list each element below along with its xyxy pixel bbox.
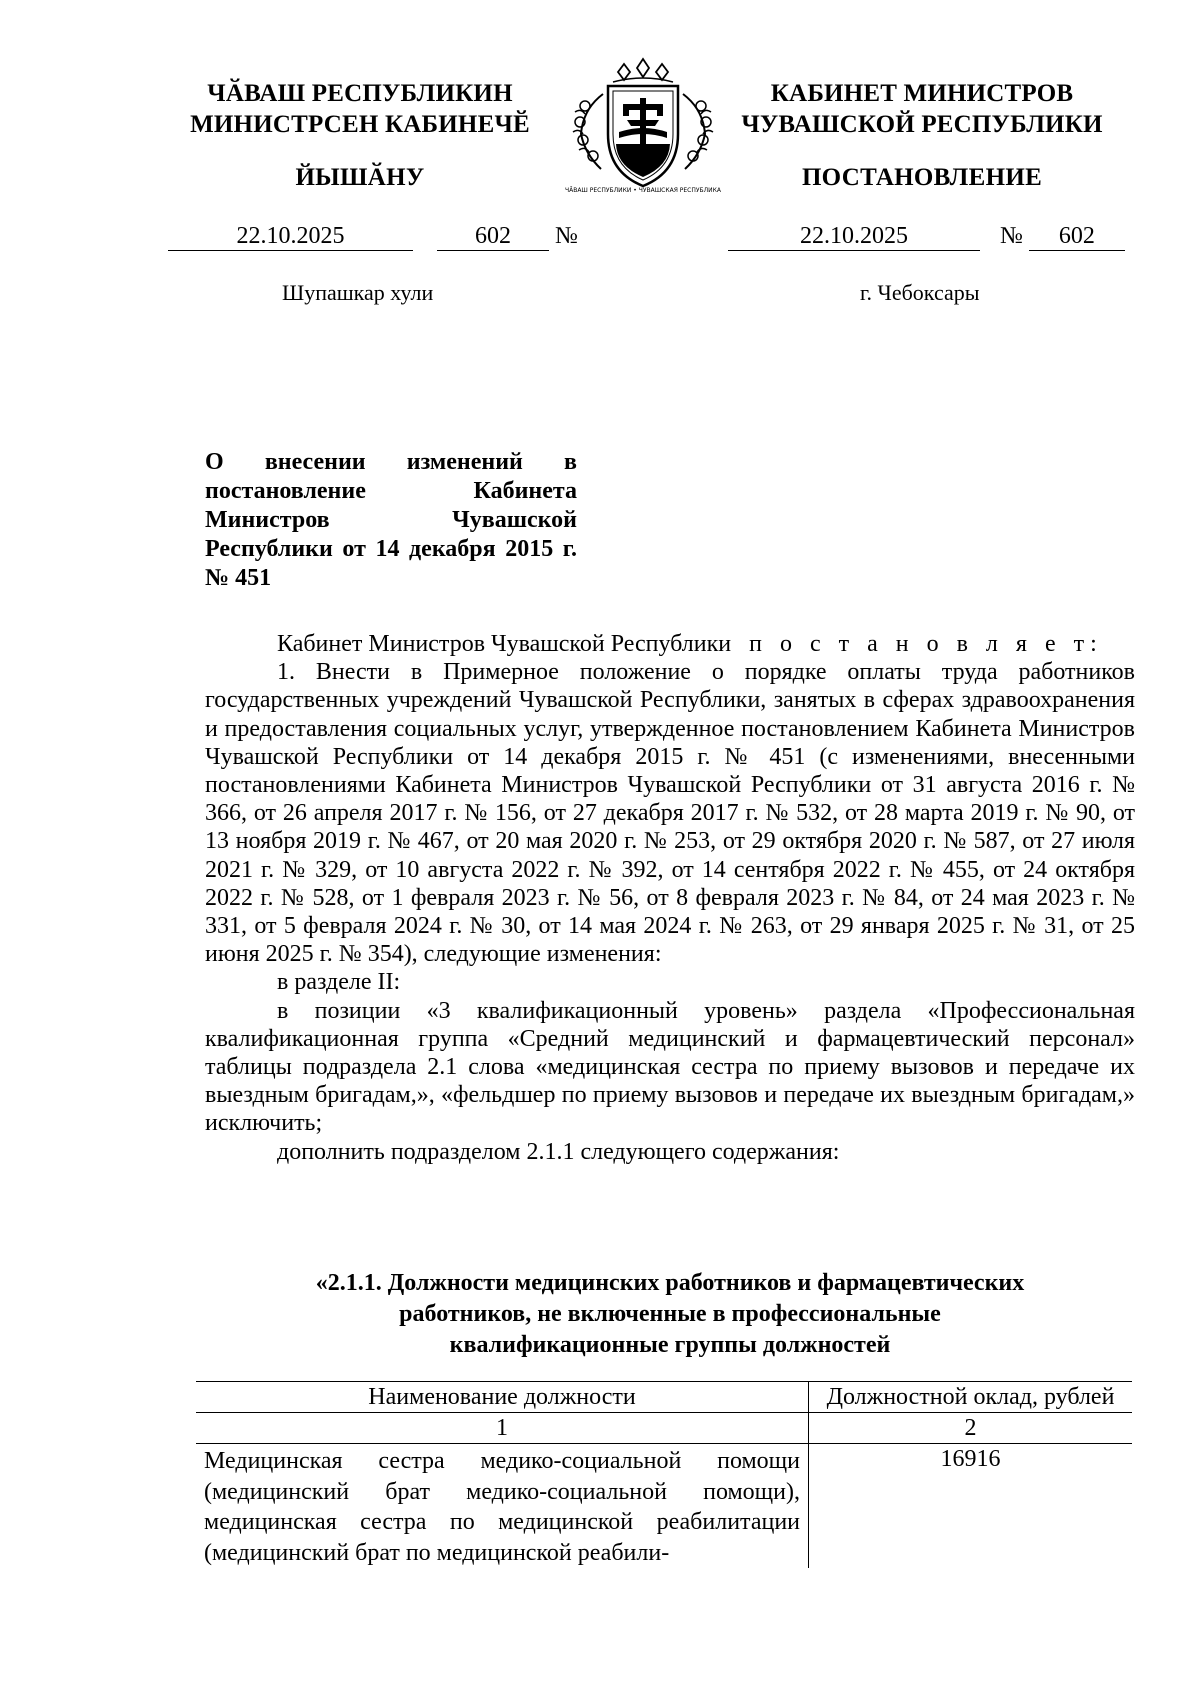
header-left-chuvash <box>150 78 570 192</box>
chuvash-coat-of-arms-icon <box>563 54 723 194</box>
col-header-salary: Должностной оклад, рублей <box>809 1382 1133 1413</box>
row-position-name: Медицинская сестра медико-социальной помощи (медицинский брат медико-социальной помощи), медицинская сестра по медицинской реабилитации (медицинский брат по медицинской реабили- <box>196 1444 809 1569</box>
paragraph-2: в разделе II: <box>277 969 401 996</box>
document-body <box>205 630 1135 1166</box>
dateline-left <box>168 222 578 252</box>
left-number: 602 <box>437 222 549 251</box>
left-no-sign: № <box>555 223 578 249</box>
col-number-2: 2 <box>809 1413 1133 1444</box>
preamble-verb: п о с т а н о в л я е т: <box>749 631 1103 657</box>
paragraph-1: 1. Внести в Примерное положение о порядке оплаты труда работников государственных учреждений Чувашской Республики, занятых в сферах здравоохранения и предоставления социальных услуг, утвержденное постановлением Кабинета Министров Чувашской Республики от 14 декабря 2015 г. № 451 (с изменениями, внесенными постановлениями Кабинета Министров Чувашской Республики от 31 августа 2016 г. № 366, от 26 апреля 2017 г. № 156, от 27 декабря 2017 г. № 532, от 28 марта 2019 г. № 90, от 13 ноября 2019 г. № 467, от 20 мая 2020 г. № 253, от 29 октября 2020 г. № 587, от 27 июля 2021 г. № 329, от 10 августа 2022 г. № 392, от 14 сентября 2022 г. № 455, от 24 октября 2022 г. № 528, от 1 февраля 2023 г. № 56, от 8 февраля 2023 г. № 84, от 24 мая 2023 г. № 331, от 5 февраля 2024 г. № 30, от 14 мая 2024 г. № 263, от 29 января 2025 г. № 31, от 25 июня 2025 г. № 354), следующие изменения: <box>205 659 1135 968</box>
section-title <box>205 1268 1135 1361</box>
preamble-org: Кабинет Министров Чувашской Республики <box>277 631 732 657</box>
svg-text:ЧӐВАШ РЕСПУБЛИКИ • ЧУВАШСКАЯ Р: ЧӐВАШ РЕСПУБЛИКИ • ЧУВАШСКАЯ РЕСПУБЛИКА <box>564 187 722 194</box>
preamble <box>205 630 1135 658</box>
city-right: г. Чебоксары <box>860 280 980 305</box>
left-date: 22.10.2025 <box>168 222 413 251</box>
right-doc-type: ПОСТАНОВЛЕНИЕ <box>801 164 1043 191</box>
paragraph-3: в позиции «3 квалификационный уровень» раздела «Профессиональная квалификационная группа «Средний медицинский и фармацевтический персонал» таблицы подраздела 2.1 слова «медицинская сестра по приему вызовов и передаче их выездным бригадам,», «фельдшер по приему вызовов и передаче их выездным бригадам,» исключить; <box>205 997 1135 1137</box>
right-number: 602 <box>1029 222 1125 251</box>
right-date: 22.10.2025 <box>728 222 980 251</box>
dateline-right <box>728 222 1125 252</box>
header-right-russian <box>712 78 1132 192</box>
row-salary: 16916 <box>940 1446 1001 1472</box>
positions-table <box>196 1381 1132 1568</box>
right-org-line2: ЧУВАШСКОЙ РЕСПУБЛИКИ <box>741 111 1103 138</box>
right-no-sign: № <box>1000 223 1023 249</box>
left-org-line1: ЧӐВАШ РЕСПУБЛИКИН <box>207 80 513 107</box>
section-title-line1: «2.1.1. Должности медицинских работников и фармацевтических <box>315 1270 1025 1296</box>
section-title-line3: квалификационные группы должностей <box>449 1332 891 1358</box>
col-header-position: Наименование должности <box>196 1382 809 1413</box>
city-left: Шупашкар хули <box>282 280 434 305</box>
document-subject: О внесении изменений в постановление Кабинета Министров Чувашской Республики от 14 декабря 2015 г. № 451 <box>205 449 577 591</box>
paragraph-4: дополнить подразделом 2.1.1 следующего содержания: <box>277 1138 840 1165</box>
section-title-line2: работников, не включенные в профессиональные <box>399 1301 941 1327</box>
col-number-1: 1 <box>196 1413 809 1444</box>
left-org-line2: МИНИСТРСЕН КАБИНЕЧӖ <box>190 111 530 138</box>
table-column-numbers <box>196 1413 1132 1444</box>
right-org-line1: КАБИНЕТ МИНИСТРОВ <box>770 80 1074 107</box>
table-row <box>196 1444 1132 1569</box>
left-doc-type: ЙЫШӐНУ <box>295 164 425 191</box>
